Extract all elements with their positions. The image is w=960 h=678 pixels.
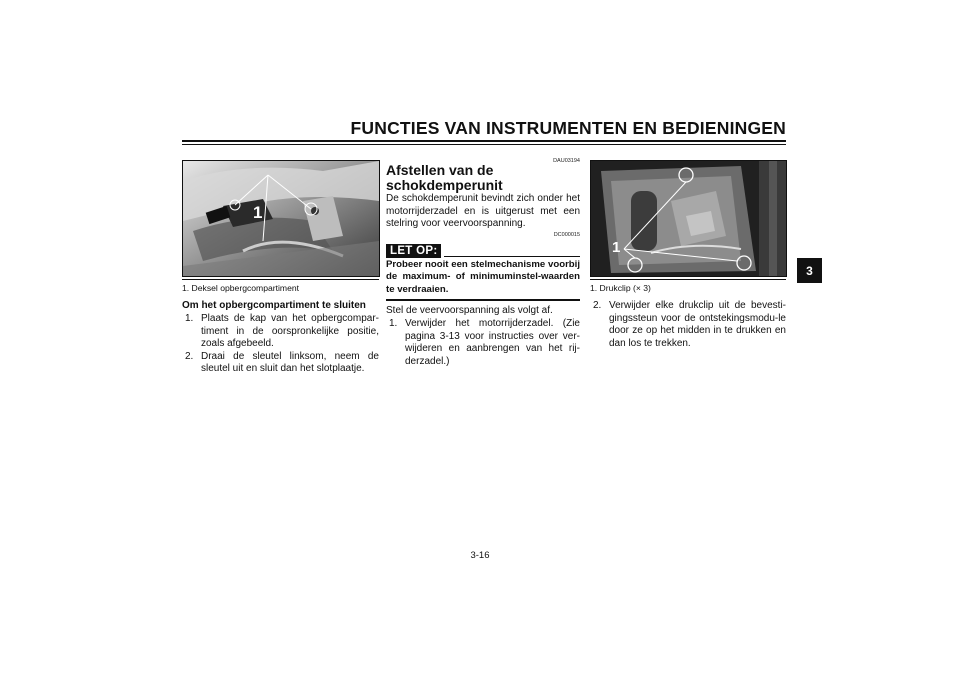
list-item xyxy=(185,313,379,351)
step-number: 1. xyxy=(185,313,194,324)
notice-code: DC000015 xyxy=(553,232,580,238)
section-title: Afstellen van de schokdemperunit xyxy=(386,162,503,193)
closing-subheading: Om het opbergcompartiment te sluiten xyxy=(182,300,366,311)
notice-header xyxy=(386,240,580,258)
step-text: Plaats de kap van het opbergcompar-timent in de oorspronkelijke positie, zoals afgebeeld. xyxy=(201,313,379,350)
list-item xyxy=(593,300,786,350)
chapter-tab: 3 xyxy=(797,258,822,283)
figure-caption: 1. Deksel opbergcompartiment xyxy=(182,283,300,293)
figure-callout: 1 xyxy=(253,203,263,222)
figure-caption: 1. Drukclip (× 3) xyxy=(590,283,651,293)
step-text: Draai de sleutel linksom, neem de sleutel uit en sluit dan het slotplaatje. xyxy=(201,350,379,375)
header-rule xyxy=(182,140,786,142)
step-text: Verwijder elke drukclip uit de bevesti-gingssteun voor de ontstekingsmodu-le door ze op het midden in te drukken en dan los te trekken. xyxy=(609,300,786,349)
notice-rule xyxy=(444,256,580,258)
list-item xyxy=(185,351,379,376)
notice-label: LET OP: xyxy=(386,244,441,258)
step-number: 2. xyxy=(593,300,602,311)
removal-steps xyxy=(593,300,786,350)
figure-callout: 1 xyxy=(612,239,621,256)
storage-compartment-illustration xyxy=(183,161,379,276)
step-number: 1. xyxy=(389,318,398,329)
step-text: Verwijder het motorrijderzadel. (Zie pagina 3-13 voor instructies over ver-wijderen en aanbrengen van het rij-derzadel.) xyxy=(405,318,580,367)
caption-rule xyxy=(182,279,379,280)
procedure-steps xyxy=(389,318,580,368)
closing-steps xyxy=(185,313,379,376)
caption-rule xyxy=(590,279,786,280)
page-number: 3-16 xyxy=(470,550,490,561)
notice-end-rule xyxy=(386,299,580,301)
section-code: DAU03194 xyxy=(553,158,580,164)
push-clip-illustration xyxy=(591,161,786,276)
notice-text: Probeer nooit een stelmechanisme voorbij de maximum- of minimuminstel-waarden te verdraaien. xyxy=(386,259,580,295)
header-rule-thin xyxy=(182,144,786,145)
push-clip-photo xyxy=(590,160,787,277)
section-intro: De schokdemperunit bevindt zich onder het motorrijderzadel en is uitgerust met een stelring voor veervoorspanning. xyxy=(386,193,580,230)
procedure-lead: Stel de veervoorspanning als volgt af. xyxy=(386,305,553,316)
page-header-title: FUNCTIES VAN INSTRUMENTEN EN BEDIENINGEN xyxy=(350,118,786,138)
step-number: 2. xyxy=(185,350,194,362)
list-item xyxy=(389,318,580,368)
storage-compartment-photo xyxy=(182,160,380,277)
